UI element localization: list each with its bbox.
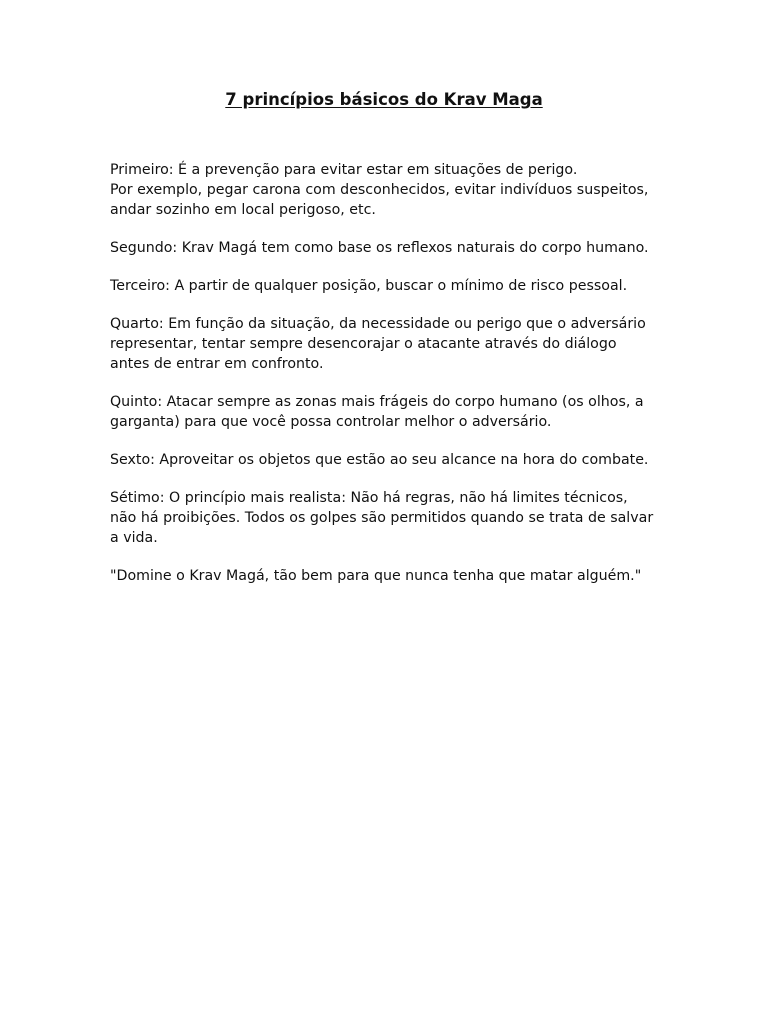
paragraph-line: Quarto: Em função da situação, da necessidade ou perigo que o adversário [110,316,646,332]
paragraph-line: garganta) para que você possa controlar melhor o adversário. [110,414,552,430]
paragraph-line: Quinto: Atacar sempre as zonas mais frágeis do corpo humano (os olhos, a [110,394,644,410]
document-body [110,160,670,604]
paragraph-quinto [110,392,670,432]
paragraph-primeiro [110,160,670,220]
paragraph-line: não há proibições. Todos os golpes são permitidos quando se trata de salvar [110,510,654,526]
paragraph-line: a vida. [110,530,158,546]
paragraph-quarto [110,314,670,374]
paragraph-line: Sexto: Aproveitar os objetos que estão ao seu alcance na hora do combate. [110,452,649,468]
paragraph-line: Por exemplo, pegar carona com desconhecidos, evitar indivíduos suspeitos, [110,182,649,198]
paragraph-line: Segundo: Krav Magá tem como base os reflexos naturais do corpo humano. [110,240,649,256]
paragraph-sexto [110,450,670,470]
paragraph-line: Terceiro: A partir de qualquer posição, buscar o mínimo de risco pessoal. [110,278,628,294]
paragraph-setimo [110,488,670,548]
paragraph-line: "Domine o Krav Magá, tão bem para que nunca tenha que matar alguém." [110,568,642,584]
paragraph-terceiro [110,276,670,296]
paragraph-line: andar sozinho em local perigoso, etc. [110,202,376,218]
document-title: 7 princípios básicos do Krav Maga [225,90,543,109]
closing-quote [110,566,670,586]
paragraph-line: representar, tentar sempre desencorajar o atacante através do diálogo [110,336,617,352]
paragraph-line: Primeiro: É a prevenção para evitar estar em situações de perigo. [110,162,578,178]
paragraph-line: antes de entrar em confronto. [110,356,324,372]
paragraph-line: Sétimo: O princípio mais realista: Não há regras, não há limites técnicos, [110,490,628,506]
paragraph-segundo [110,238,670,258]
